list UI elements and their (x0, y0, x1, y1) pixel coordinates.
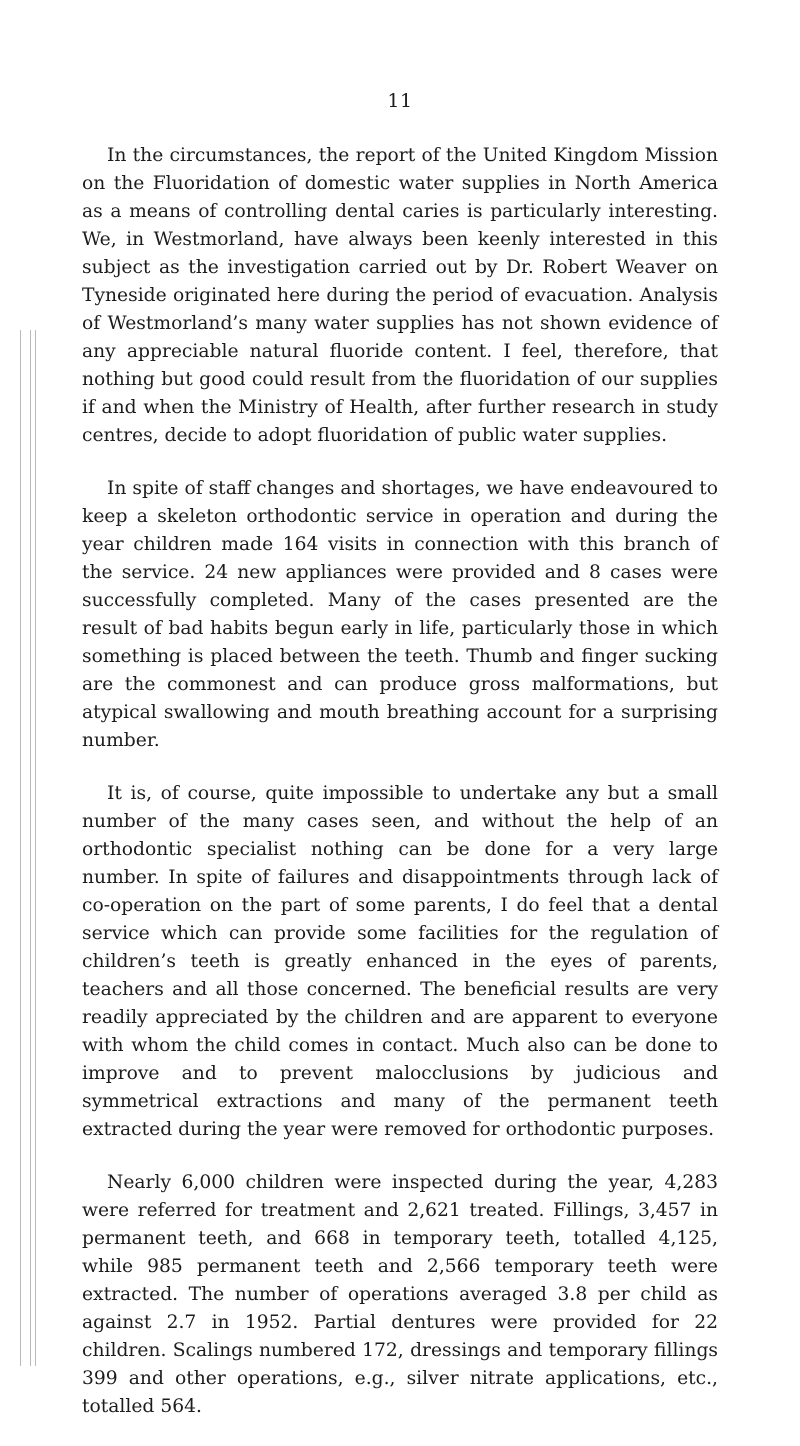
document-body (82, 142, 718, 1446)
page-edge-shadow (0, 330, 38, 1366)
paragraph-inspection-statistics: Nearly 6,000 children were inspected during the year, 4,283 were referred for treatment and 2,621 treated. Fillings, 3,457 in permanent teeth, and 668 in temporary teeth, totalled 4,125, while 985 permanent teeth and 2,566 temporary teeth were extracted. The number of operations averaged 3.8 per child as against 2.7 in 1952. Partial dentures were provided for 22 children. Scalings numbered 172, dressings and temporary fillings 399 and other operations, e.g., silver nitrate applications, etc., totalled 564. (82, 1172, 718, 1417)
paragraph-orthodontic-specialist: It is, of course, quite impossible to undertake any but a small number of the many cases seen, and without the help of an orthodontic specialist nothing can be done for a very large number. In spite of failures and disappointments through lack of co-operation on the part of some parents, I do feel that a dental service which can provide some facilities for the regulation of children’s teeth is greatly enhanced in the eyes of parents, teachers and all those concerned. The beneficial results are very readily appreciated by the children and are apparent to everyone with whom the child comes in contact. Much also can be done to improve and to prevent malocclusions by judicious and symmetrical extractions and many of the permanent teeth extracted during the year were removed for orthodontic purposes. (82, 783, 718, 1140)
page-number: 11 (387, 90, 413, 112)
paragraph-fluoridation: In the circumstances, the report of the United Kingdom Mission on the Fluoridation of domestic water supplies in North America as a means of controlling dental caries is particularly interesting. We, in Westmorland, have always been keenly interested in this subject as the investigation carried out by Dr. Robert Weaver on Tyneside originated here during the period of evacuation. Analysis of Westmorland’s many water supplies has not shown evidence of any appreciable natural fluoride content. I feel, therefore, that nothing but good could result from the fluoridation of our supplies if and when the Ministry of Health, after further research in study centres, decide to adopt fluoridation of public water supplies. (82, 145, 718, 446)
paragraph-orthodontic-service: In spite of staff changes and shortages, we have endeavoured to keep a skeleton orthodontic service in operation and during the year children made 164 visits in connection with this branch of the service. 24 new appliances were provided and 8 cases were successfully completed. Many of the cases presented are the result of bad habits begun early in life, particularly those in which something is placed between the teeth. Thumb and finger sucking are the commonest and can produce gross malformations, but atypical swallowing and mouth breathing account for a surprising number. (82, 478, 718, 751)
